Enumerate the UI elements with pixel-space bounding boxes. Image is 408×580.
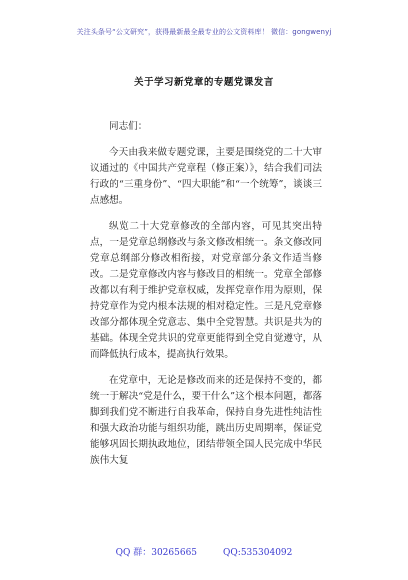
salutation: 同志们： <box>109 121 148 132</box>
document-body <box>90 119 322 479</box>
paragraph: 在党章中，无论是修改而来的还是保持不变的，都统一于解决“党是什么，要干什么”这个根本问题，都落脚到我们党不断进行自我革命，保持自身先进性纯洁性和强大政治功能与组织功能，跳出历史周期率，保证党能够巩固长期执政地位，团结带领全国人民完成中华民族伟大复 <box>90 375 322 466</box>
paragraph: 纵览二十大党章修改的全部内容，可见其突出特点，一是党章总纲修改与条文修改相统一。条文修改同党章总纲部分修改相衔接，对党章部分条文作适当修改。二是党章修改内容与修改目的相统一。党章全部修改都以有利于维护党章权威，发挥党章作用为原则，保持党章作为党内根本法规的相对稳定性。三是凡党章修改部分都体现全党意志、集中全党智慧。共识是共为的基础。体现全党共识的党章更能得到全党自觉遵守，从而降低执行成本，提高执行效果。 <box>90 221 322 360</box>
page-title: 关于学习新党章的专题党课发言 <box>134 77 274 88</box>
footer-qq-group: QQ 群：30265665 <box>115 548 198 558</box>
paragraph: 今天由我来做专题党课，主要是围绕党的二十大审议通过的《中国共产党章程（修正案）》，结合我们司法行政的“三重身份”、“四大职能”和“一个统筹”，谈谈三点感想。 <box>90 147 322 206</box>
footer-qq-number: QQ:535304092 <box>223 548 293 558</box>
footer-contact <box>0 545 408 558</box>
header-banner: 关注头条号“公文研究”，获得最新最全最专业的公文资料库！ 微信：gongwenyj <box>76 28 332 36</box>
